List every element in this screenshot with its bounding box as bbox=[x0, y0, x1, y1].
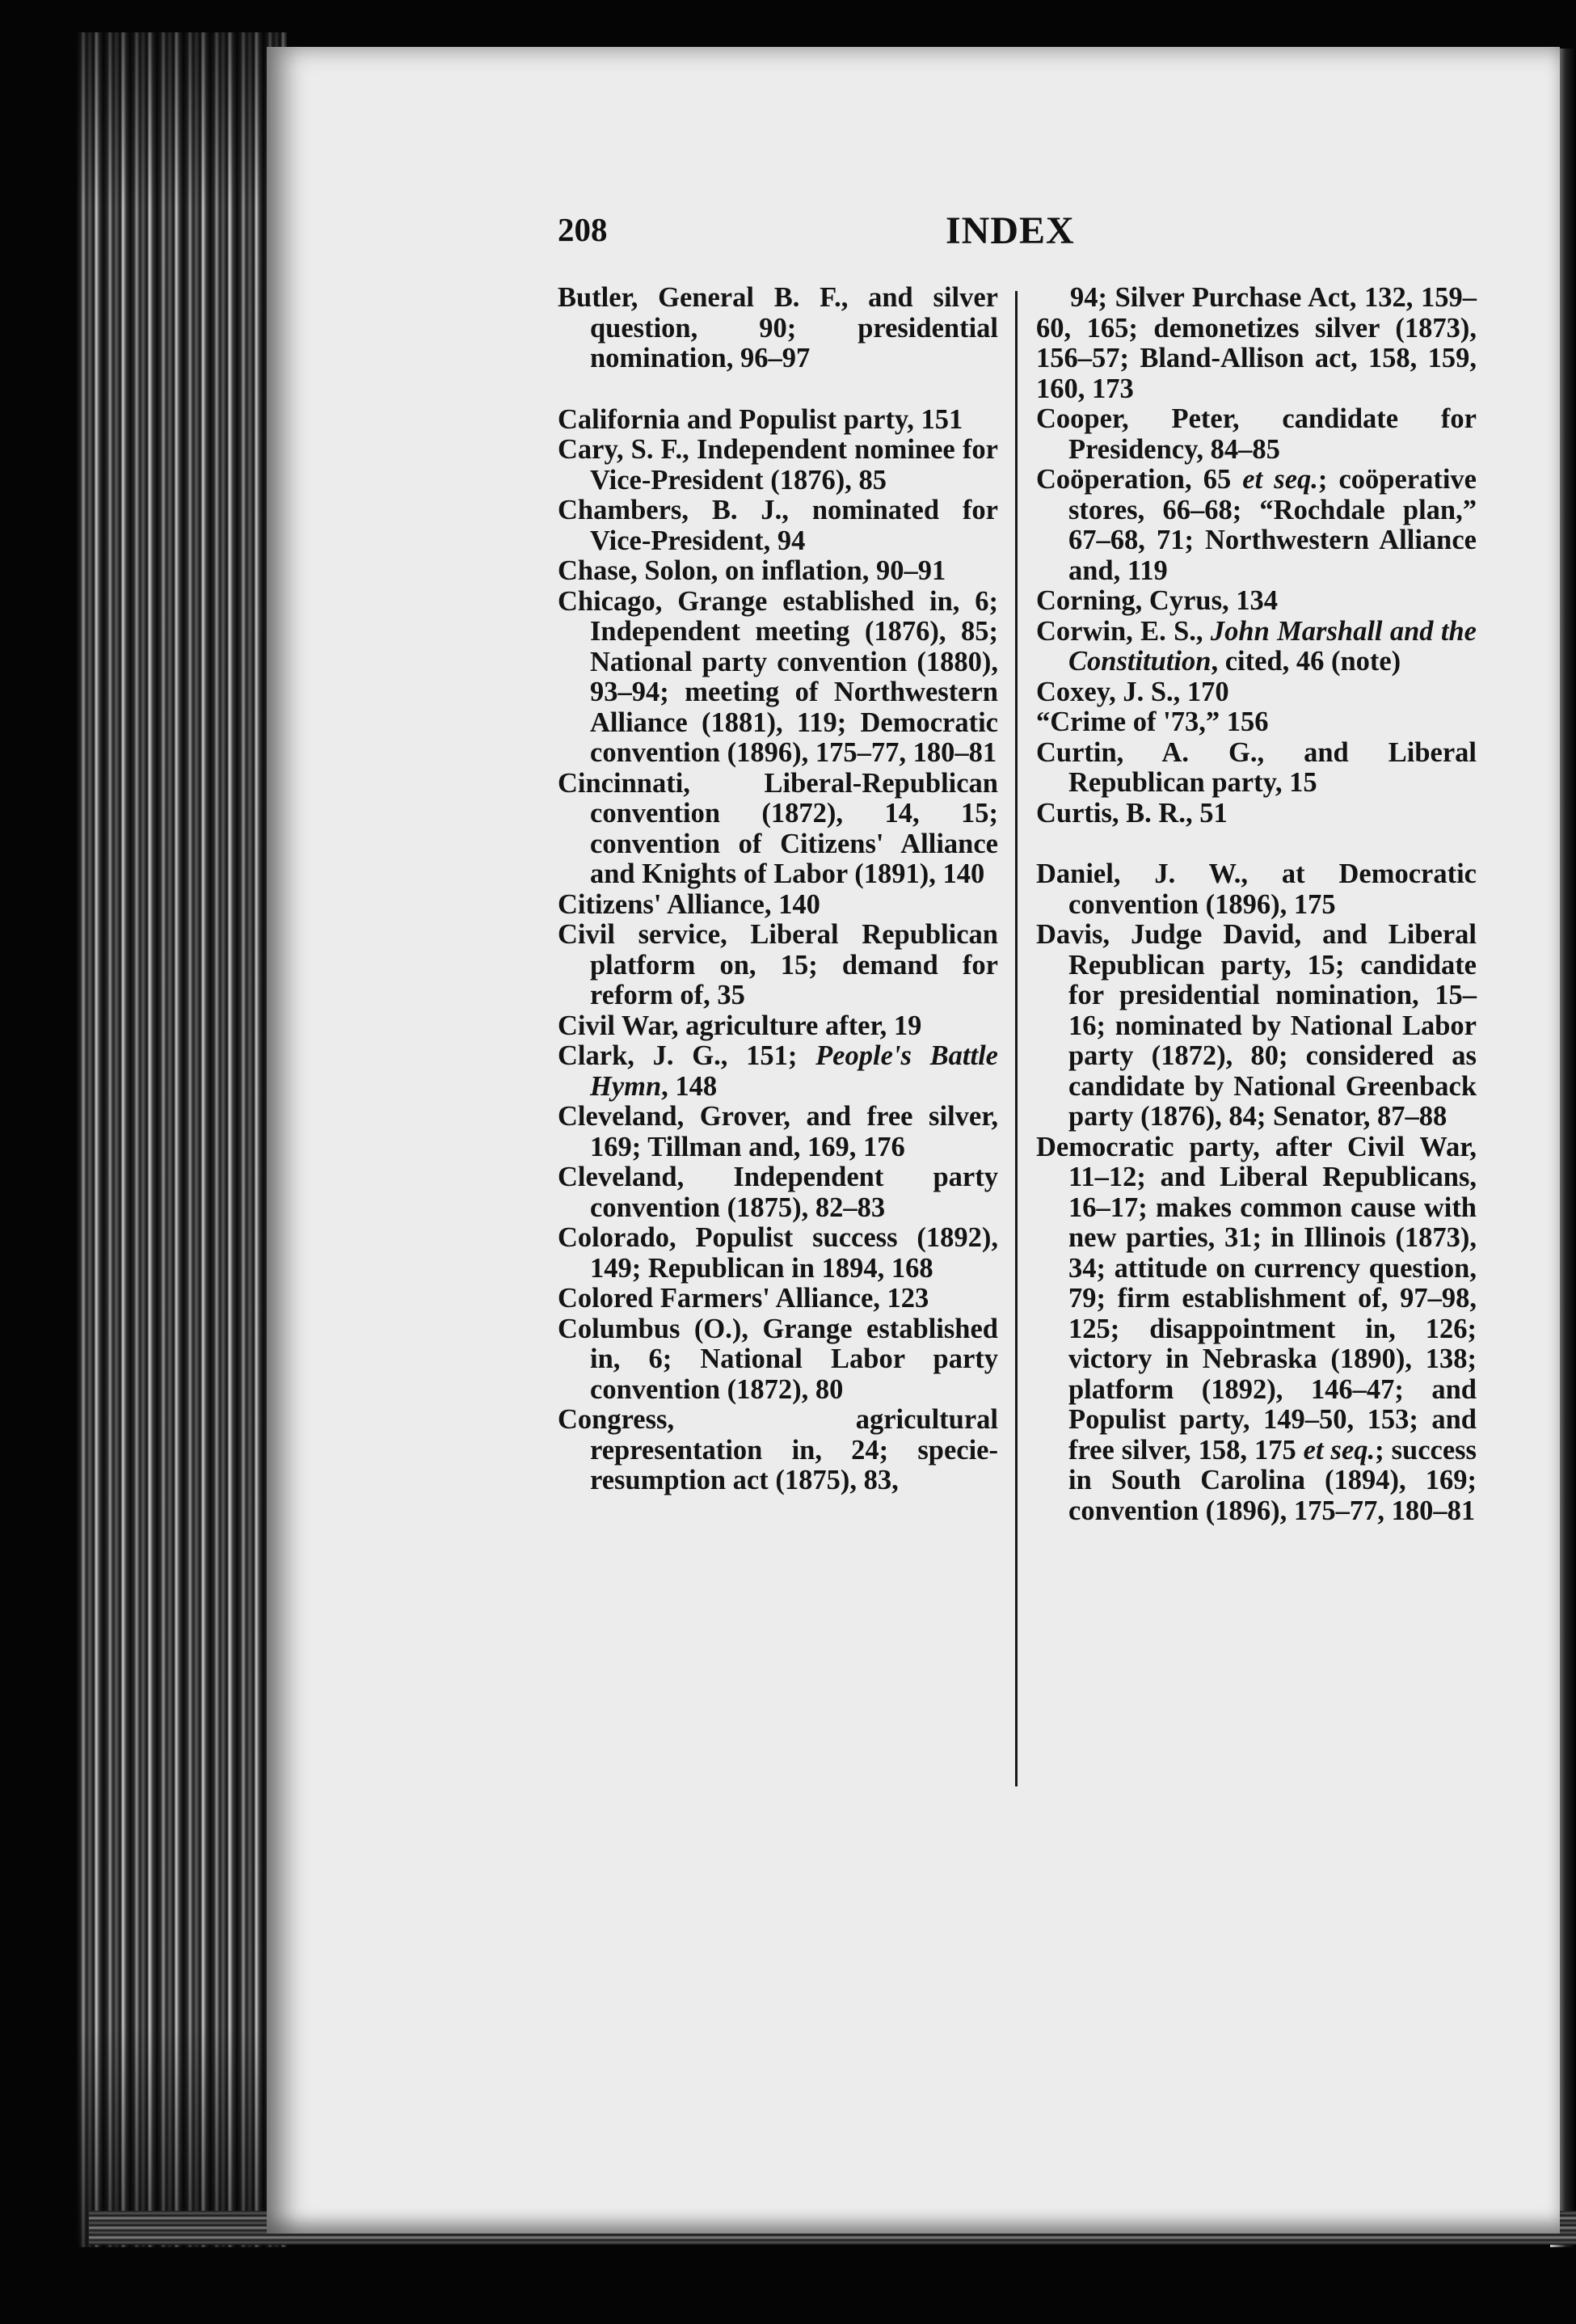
index-entry-butler: Butler, General B. F., and silver question, 90; presidential nomination, 96–97 bbox=[558, 282, 998, 373]
index-entry-civil-war: Civil War, agriculture after, 19 bbox=[558, 1010, 922, 1041]
index-entry-chase: Chase, Solon, on inflation, 90–91 bbox=[558, 555, 946, 586]
index-entry-chicago: Chicago, Grange established in, 6; Independent meeting (1876), 85; National party convention (1880), 93–94; meeting of Northwestern Alliance (1881), 119; Democratic convention (1896), 175–77, 180–81 bbox=[558, 585, 998, 768]
index-entry-curtin: Curtin, A. G., and Liberal Republican party, 15 bbox=[1036, 736, 1477, 798]
index-entry-cary: Cary, S. F., Independent nominee for Vice-President (1876), 85 bbox=[558, 434, 998, 496]
index-entry-corwin: Corwin, E. S., John Marshall and the Constitution, cited, 46 (note) bbox=[1036, 615, 1477, 677]
index-entry-cincinnati: Cincinnati, Liberal-Republican convention (1872), 14, 15; convention of Citizens' Alliance and Knights of Labor (1891), 140 bbox=[558, 767, 998, 889]
index-entry-cleveland-grover: Cleveland, Grover, and free silver, 169; Tillman and, 169, 176 bbox=[558, 1101, 998, 1162]
index-column-left bbox=[558, 283, 998, 1496]
index-entry-corning: Corning, Cyrus, 134 bbox=[1036, 585, 1279, 616]
index-entry-colorado: Colorado, Populist success (1892), 149; Republican in 1894, 168 bbox=[558, 1222, 998, 1284]
letter-gap bbox=[558, 374, 998, 405]
index-entry-coxey: Coxey, J. S., 170 bbox=[1036, 676, 1229, 707]
page-number: 208 bbox=[558, 211, 608, 248]
index-entry-chambers: Chambers, B. J., nominated for Vice-President, 94 bbox=[558, 495, 998, 556]
index-entry-cooper: Cooper, Peter, candidate for Presidency, 84–85 bbox=[1036, 403, 1477, 465]
index-entry-congress: Congress, agricultural representation in, 24; specie-resumption act (1875), 83, bbox=[558, 1404, 998, 1495]
index-entry-clark: Clark, J. G., 151; People's Battle Hymn, 148 bbox=[558, 1040, 998, 1102]
letter-gap bbox=[1036, 829, 1477, 859]
index-entry-daniel: Daniel, J. W., at Democratic convention (1896), 175 bbox=[1036, 858, 1477, 920]
index-entry-cooperation: Coöperation, 65 et seq.; coöperative stores, 66–68; “Rochdale plan,” 67–68, 71; Northwestern Alliance and, 119 bbox=[1036, 464, 1477, 586]
index-entry-civil-service: Civil service, Liberal Republican platform on, 15; demand for reform of, 35 bbox=[558, 919, 998, 1010]
index-entry-colored-farmers: Colored Farmers' Alliance, 123 bbox=[558, 1283, 929, 1314]
index-column-right bbox=[1036, 283, 1477, 1526]
binding-shadow bbox=[77, 32, 287, 2247]
index-entry-crime-of-73: “Crime of '73,” 156 bbox=[1036, 706, 1269, 737]
index-entry-congress-continued: 94; Silver Purchase Act, 132, 159–60, 165; demonetizes silver (1873), 156–57; Bland-Allison act, 158, 159, 160, 173 bbox=[1036, 282, 1477, 404]
index-entry-democratic-party: Democratic party, after Civil War, 11–12; and Liberal Republicans, 16–17; makes common cause with new parties, 31; in Illinois (1873), 34; attitude on currency question, 79; firm establishment of, 97–98, 125; disappointment in, 126; victory in Nebraska (1890), 138; platform (1892), 146–47; and Populist party, 149–50, 153; and free silver, 158, 175 et seq.; success in South Carolina (1894), 169; convention (1896), 175–77, 180–81 bbox=[1036, 1131, 1477, 1526]
index-entry-curtis: Curtis, B. R., 51 bbox=[1036, 797, 1228, 829]
index-entry-davis: Davis, Judge David, and Liberal Republican party, 15; candidate for presidential nomination, 15–16; nominated by National Labor party (1872), 80; considered as candidate by National Greenback party (1876), 84; Senator, 87–88 bbox=[1036, 919, 1477, 1132]
page-header bbox=[558, 209, 1091, 265]
column-divider bbox=[1015, 291, 1018, 1786]
index-entry-citizens-alliance: Citizens' Alliance, 140 bbox=[558, 888, 820, 920]
index-entry-california: California and Populist party, 151 bbox=[558, 403, 963, 435]
index-entry-columbus: Columbus (O.), Grange established in, 6; National Labor party convention (1872), 80 bbox=[558, 1313, 998, 1405]
page-title: INDEX bbox=[946, 209, 1075, 252]
index-entry-cleveland-city: Cleveland, Independent party convention (1875), 82–83 bbox=[558, 1162, 998, 1223]
